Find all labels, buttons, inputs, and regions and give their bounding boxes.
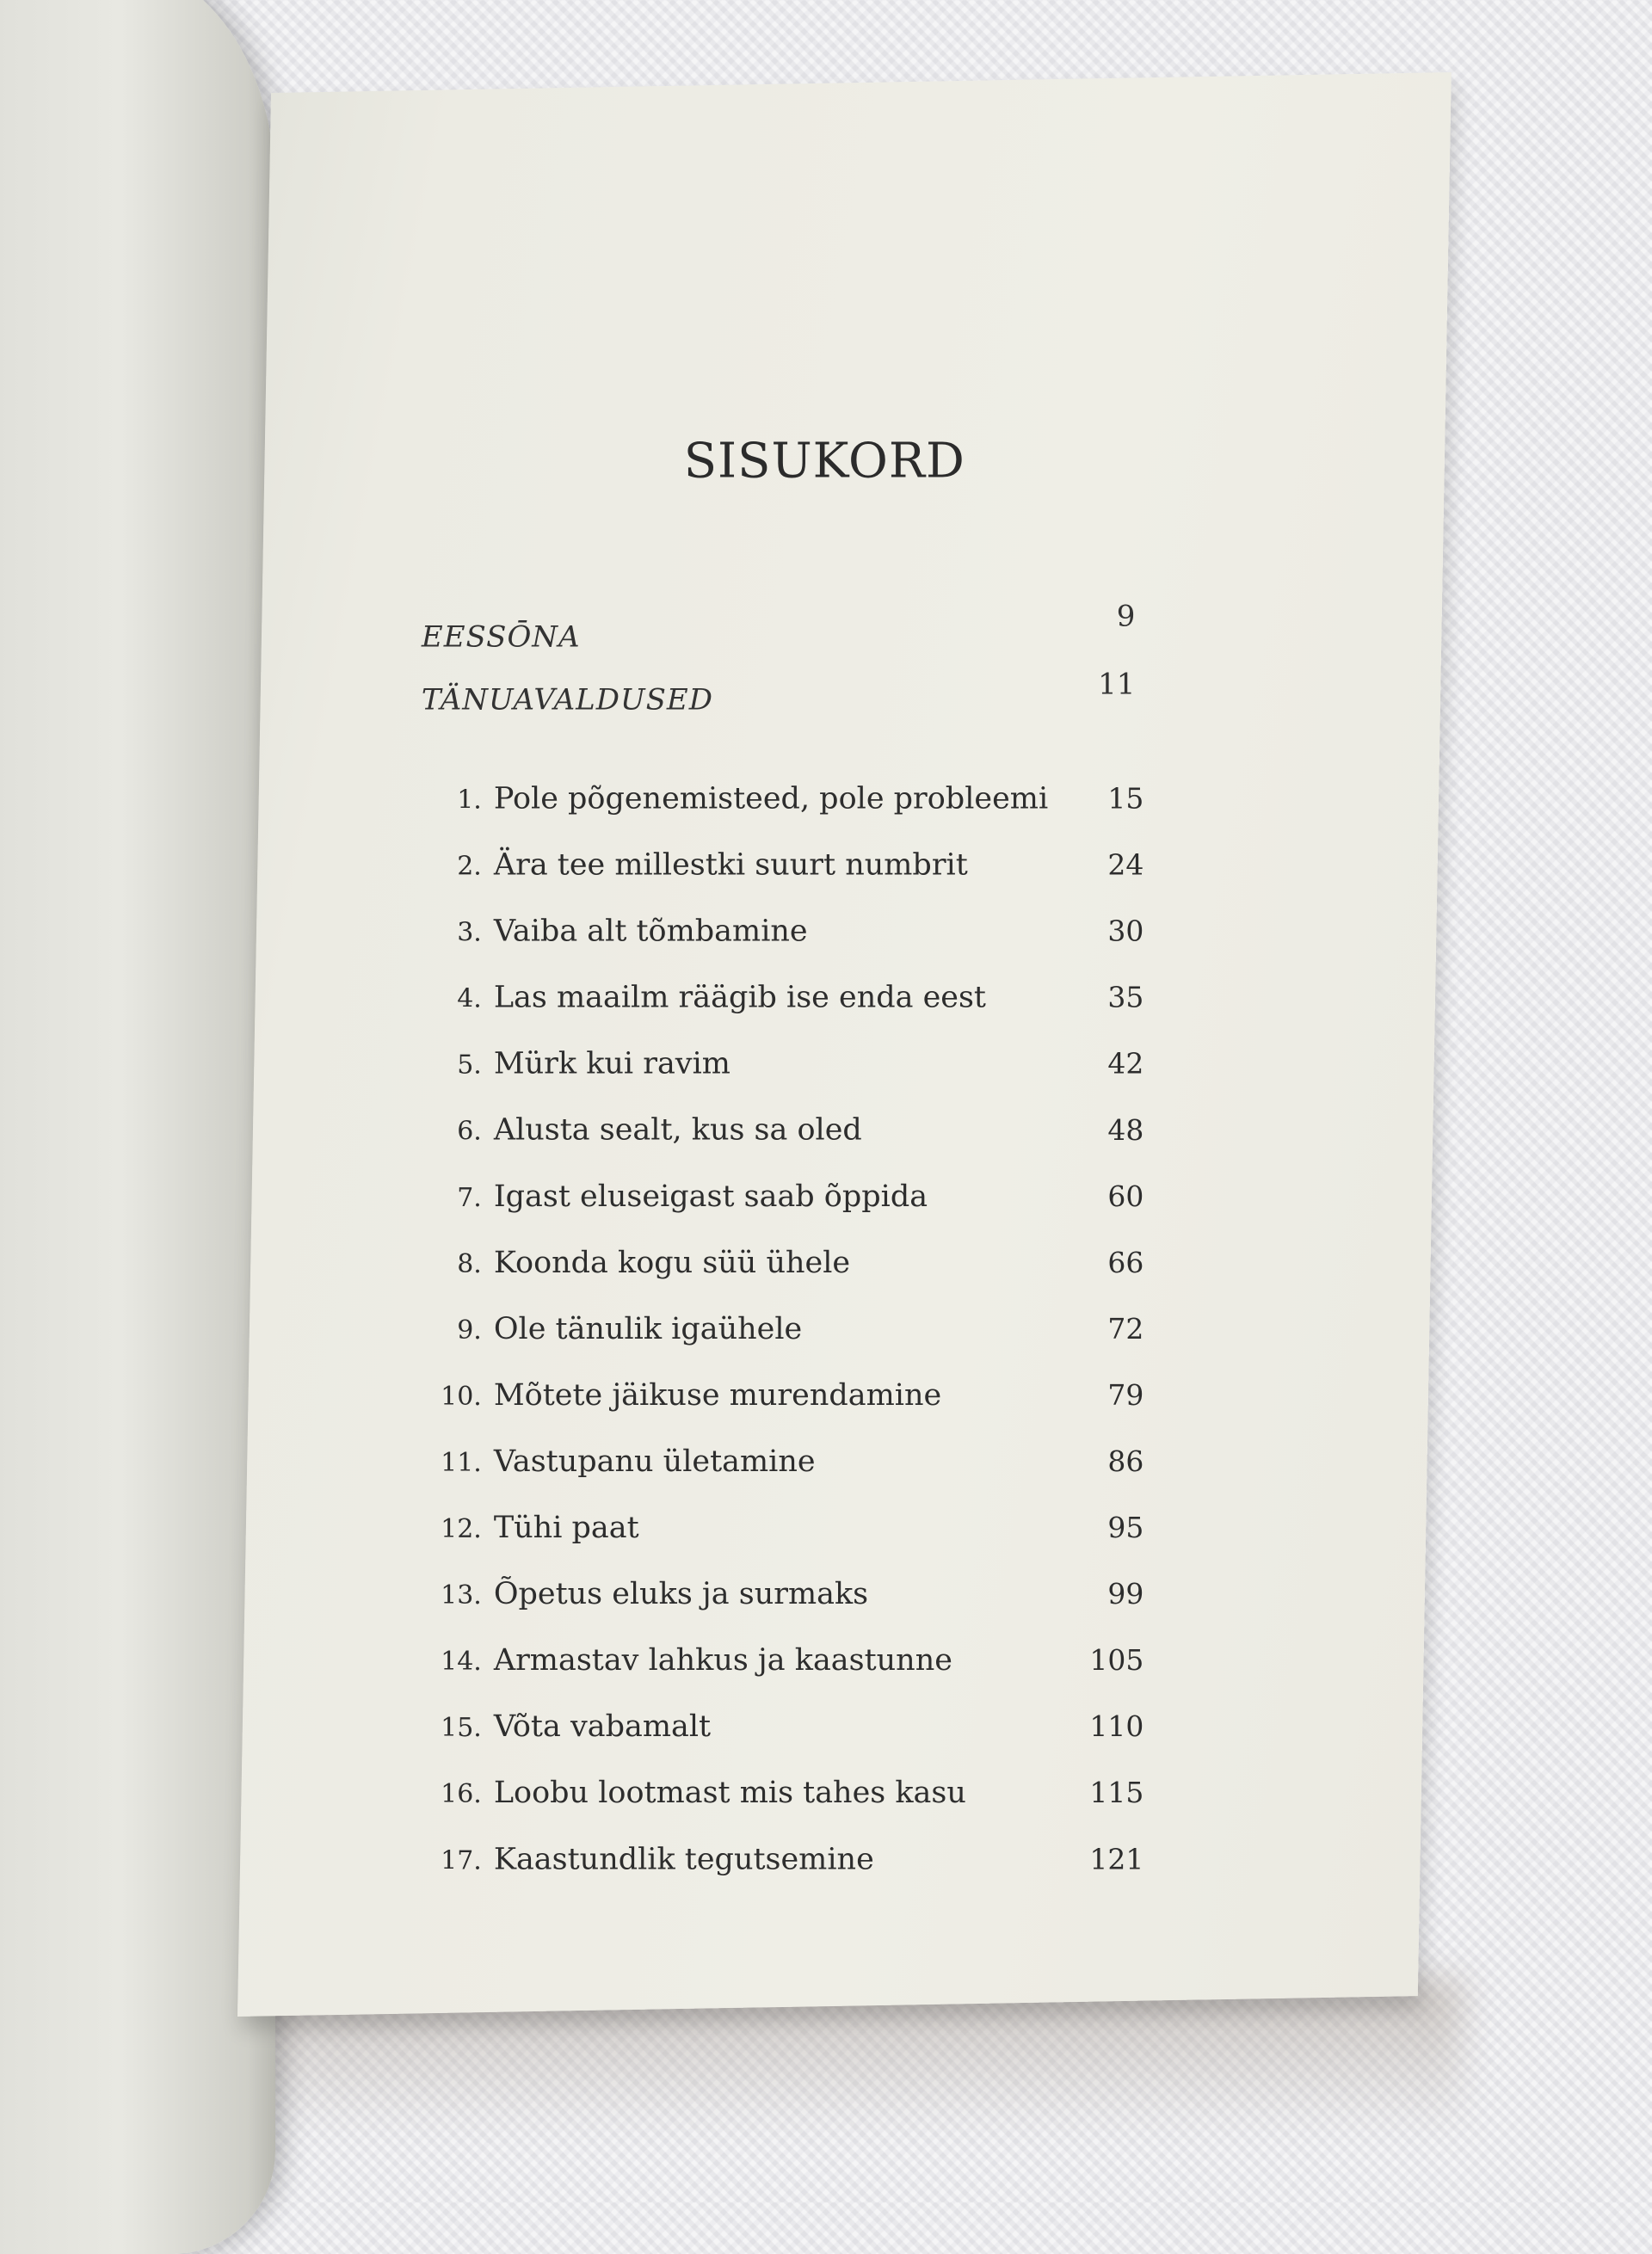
toc-chapter-title: Koonda kogu süü ühele [494, 1246, 850, 1280]
toc-chapter-number: 13. [430, 1580, 482, 1610]
toc-chapter-title: Las maailm räägib ise enda eest [494, 981, 986, 1015]
toc-chapter-number: 10. [430, 1382, 482, 1412]
toc-chapter-number: 4. [430, 984, 482, 1014]
toc-chapter-title: Alusta sealt, kus sa oled [494, 1113, 862, 1148]
toc-chapter-row [430, 1378, 1143, 1421]
toc-chapter-title: Pole põgenemisteed, pole probleemi [494, 781, 1048, 816]
toc-chapter-page: 86 [1107, 1444, 1143, 1478]
toc-chapter-page: 15 [1107, 781, 1143, 815]
toc-chapter-title: Mürk kui ravim [494, 1047, 730, 1081]
toc-chapter-page: 24 [1107, 848, 1143, 882]
toc-chapter-row [430, 1179, 1143, 1222]
toc-chapter-number: 5. [430, 1050, 482, 1081]
page-title: SISUKORD [684, 433, 965, 489]
toc-chapter-page: 110 [1089, 1709, 1143, 1743]
toc-chapter-title: Tühi paat [494, 1511, 639, 1545]
toc-chapter-title: Ära tee millestki suurt numbrit [494, 848, 968, 883]
toc-chapter-number: 6. [430, 1117, 482, 1147]
toc-front-label: EESSŌNA [422, 619, 581, 654]
book-page [237, 72, 1452, 2017]
toc-chapter-row [430, 915, 1143, 958]
toc-chapter-number: 2. [430, 852, 482, 882]
toc-chapter-row [430, 981, 1143, 1024]
toc-chapter-row [430, 1444, 1143, 1487]
toc-chapter-title: Vaiba alt tõmbamine [494, 915, 808, 949]
toc-chapter-title: Armastav lahkus ja kaastunne [494, 1643, 952, 1678]
toc-front-page: 9 [1117, 599, 1136, 633]
toc-chapter-page: 79 [1107, 1378, 1143, 1412]
toc-chapter-number: 9. [430, 1315, 482, 1346]
toc-chapter-number: 12. [430, 1514, 482, 1544]
left-page-curl [0, 0, 275, 2254]
toc-chapter-row [430, 1842, 1143, 1885]
toc-chapter-title: Igast eluseigast saab õppida [494, 1179, 928, 1214]
toc-chapter-number: 8. [430, 1249, 482, 1279]
toc-chapter-row [430, 1312, 1143, 1355]
toc-chapter-title: Võta vabamalt [494, 1709, 711, 1744]
toc-chapter-row [430, 1511, 1143, 1554]
toc-chapter-page: 95 [1107, 1511, 1143, 1544]
toc-chapter-title: Loobu lootmast mis tahes kasu [494, 1776, 966, 1810]
toc-chapter-number: 16. [430, 1779, 482, 1809]
toc-chapter-number: 1. [430, 785, 482, 815]
toc-chapter-page: 30 [1107, 915, 1143, 948]
toc-chapter-title: Vastupanu ületamine [494, 1444, 816, 1479]
toc-chapter-page: 48 [1107, 1113, 1143, 1147]
toc-chapter-row [430, 1246, 1143, 1289]
toc-chapter-title: Õpetus eluks ja surmaks [494, 1577, 868, 1611]
toc-chapter-page: 121 [1089, 1842, 1143, 1875]
toc-chapter-number: 17. [430, 1845, 482, 1875]
toc-chapter-row [430, 848, 1143, 891]
toc-chapter-row [430, 1776, 1143, 1819]
toc-chapter-page: 105 [1089, 1643, 1143, 1677]
toc-chapter-page: 66 [1107, 1246, 1143, 1279]
toc-chapter-page: 99 [1107, 1577, 1143, 1610]
toc-chapter-row [430, 1047, 1143, 1090]
toc-chapter-number: 11. [430, 1448, 482, 1478]
toc-chapter-number: 3. [430, 918, 482, 948]
toc-chapter-title: Mõtete jäikuse murendamine [494, 1378, 941, 1413]
toc-chapter-row [430, 1709, 1143, 1752]
toc-chapter-number: 15. [430, 1713, 482, 1743]
toc-chapter-row [430, 1643, 1143, 1686]
toc-chapter-title: Ole tänulik igaühele [494, 1312, 802, 1346]
toc-chapter-title: Kaastundlik tegutsemine [494, 1842, 874, 1876]
toc-chapter-page: 60 [1107, 1179, 1143, 1213]
toc-front-label: TÄNUAVALDUSED [422, 682, 713, 717]
toc-chapter-row [430, 1113, 1143, 1156]
toc-chapter-number: 14. [430, 1647, 482, 1677]
toc-chapter-page: 42 [1107, 1047, 1143, 1081]
toc-chapter-page: 35 [1107, 981, 1143, 1014]
toc-chapter-row [430, 781, 1143, 824]
toc-chapter-page: 115 [1089, 1776, 1143, 1809]
toc-chapter-number: 7. [430, 1183, 482, 1213]
toc-chapter-row [430, 1577, 1143, 1620]
page-content [271, 93, 1451, 2017]
toc-front-page: 11 [1098, 667, 1135, 701]
toc-chapter-page: 72 [1107, 1312, 1143, 1346]
